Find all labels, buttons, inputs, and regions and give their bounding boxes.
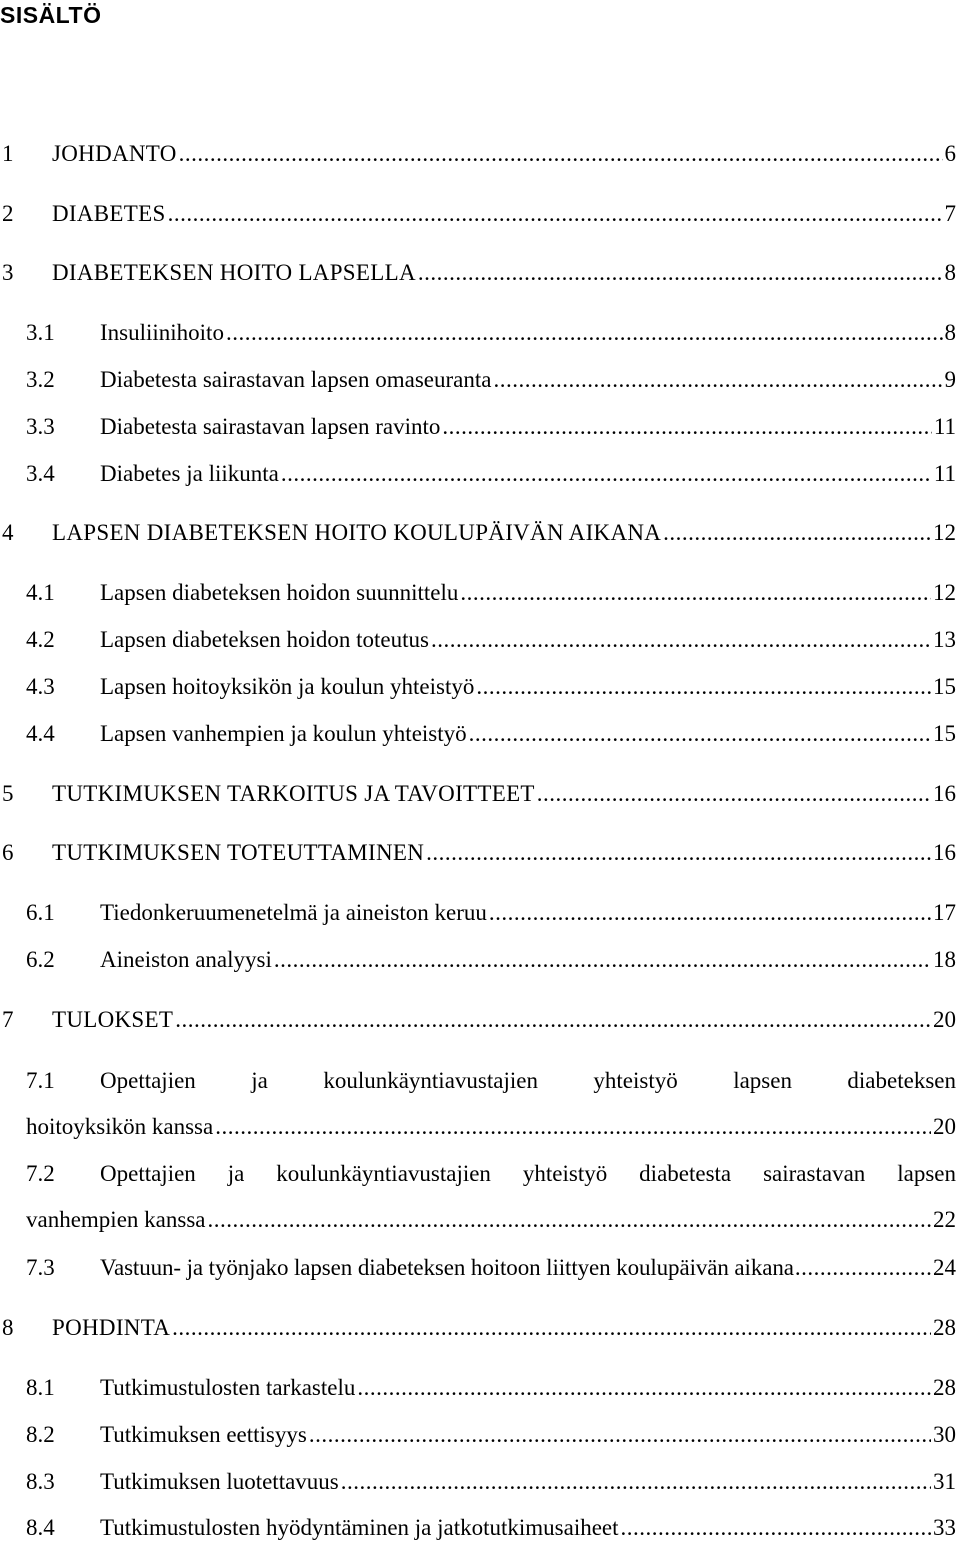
toc-page-number: 16 <box>933 840 956 865</box>
toc-title: DIABETES <box>52 201 166 226</box>
toc-title: POHDINTA <box>52 1315 171 1340</box>
dot-leader <box>418 258 943 288</box>
toc-page-number: 20 <box>933 1007 956 1032</box>
dot-leader <box>489 898 931 928</box>
page-title: SISÄLTÖ <box>0 2 102 28</box>
toc-entry-3-3[interactable] <box>0 412 956 442</box>
toc-number: 3.1 <box>26 320 55 345</box>
toc-title: Lapsen vanhempien ja koulun yhteistyö <box>100 721 467 746</box>
toc-entry-8-2[interactable] <box>0 1420 956 1450</box>
dot-leader <box>207 1205 931 1235</box>
toc-number: 8 <box>2 1315 14 1340</box>
toc-page-number: 31 <box>933 1469 956 1494</box>
dot-leader <box>226 318 943 348</box>
toc-entry-3[interactable] <box>0 258 956 288</box>
toc-page-number: 9 <box>944 367 956 392</box>
toc-title-line1: Opettajien ja koulunkäyntiavustajien yhteistyö lapsen diabeteksen <box>100 1068 956 1093</box>
toc-entry-4-2[interactable] <box>0 625 956 655</box>
toc-title: Lapsen diabeteksen hoidon suunnittelu <box>100 580 459 605</box>
dot-leader <box>795 1253 932 1283</box>
toc-page-number: 12 <box>933 520 956 545</box>
toc-number: 6.2 <box>26 947 55 972</box>
dot-leader <box>215 1112 931 1142</box>
dot-leader <box>309 1420 931 1450</box>
toc-entry-8-1[interactable] <box>0 1373 956 1403</box>
toc-number: 4 <box>2 520 14 545</box>
dot-leader <box>281 459 932 489</box>
dot-leader <box>537 779 931 809</box>
toc-page-number: 20 <box>933 1114 956 1139</box>
toc-entry-4-3[interactable] <box>0 672 956 702</box>
toc-entry-5[interactable] <box>0 779 956 809</box>
toc-page-number: 30 <box>933 1422 956 1447</box>
toc-entry-7[interactable] <box>0 1005 956 1035</box>
toc-page-number: 11 <box>933 461 956 486</box>
toc-page-number: 12 <box>933 580 956 605</box>
toc-page-number: 33 <box>933 1515 956 1540</box>
toc-title: TULOKSET <box>52 1007 174 1032</box>
toc-number: 8.1 <box>26 1375 55 1400</box>
toc-number: 3.2 <box>26 367 55 392</box>
dot-leader <box>493 365 942 395</box>
toc-entry-6[interactable] <box>0 838 956 868</box>
toc-page-number: 6 <box>944 141 956 166</box>
toc-title: TUTKIMUKSEN TOTEUTTAMINEN <box>52 840 425 865</box>
dot-leader <box>341 1467 931 1497</box>
toc-number: 8.3 <box>26 1469 55 1494</box>
toc-title: Tutkimuksen eettisyys <box>100 1422 307 1447</box>
toc-entry-8-3[interactable] <box>0 1467 956 1497</box>
toc-page-number: 13 <box>933 627 956 652</box>
toc-number: 3.4 <box>26 461 55 486</box>
toc-number: 7.1 <box>26 1068 55 1093</box>
toc-title: Diabetesta sairastavan lapsen omaseuranta <box>100 367 492 392</box>
toc-page-number: 24 <box>933 1255 956 1280</box>
toc-title: Tiedonkeruumenetelmä ja aineiston keruu <box>100 900 487 925</box>
toc-entry-7-3[interactable] <box>0 1253 956 1283</box>
toc-number: 8.4 <box>26 1515 55 1540</box>
toc-title: DIABETEKSEN HOITO LAPSELLA <box>52 260 416 285</box>
dot-leader <box>357 1373 931 1403</box>
toc-title: TUTKIMUKSEN TARKOITUS JA TAVOITTEET <box>52 781 535 806</box>
toc-number: 4.4 <box>26 721 55 746</box>
toc-page-number: 7 <box>944 201 956 226</box>
toc-entry-8-4[interactable] <box>0 1513 956 1543</box>
toc-entry-7-1[interactable] <box>0 1066 956 1142</box>
toc-entry-4[interactable] <box>0 518 956 548</box>
toc-entry-4-1[interactable] <box>0 578 956 608</box>
toc-entry-1[interactable] <box>0 139 956 169</box>
dot-leader <box>426 838 931 868</box>
dot-leader <box>175 1005 931 1035</box>
toc-page-number: 15 <box>933 721 956 746</box>
toc-entry-6-2[interactable] <box>0 945 956 975</box>
dot-leader <box>460 578 931 608</box>
toc-title: Diabetes ja liikunta <box>100 461 279 486</box>
dot-leader <box>442 412 931 442</box>
toc-title: Aineiston analyysi <box>100 947 272 972</box>
toc-title-line2: vanhempien kanssa <box>26 1207 206 1232</box>
toc-entry-8[interactable] <box>0 1313 956 1343</box>
toc-number: 3 <box>2 260 14 285</box>
dot-leader <box>172 1313 931 1343</box>
toc-number: 7.3 <box>26 1255 55 1280</box>
toc-number: 4.3 <box>26 674 55 699</box>
toc-page-number: 22 <box>933 1207 956 1232</box>
toc-page-number: 18 <box>933 947 956 972</box>
toc-title: Diabetesta sairastavan lapsen ravinto <box>100 414 441 439</box>
toc-number: 8.2 <box>26 1422 55 1447</box>
toc-title: Lapsen hoitoyksikön ja koulun yhteistyö <box>100 674 475 699</box>
toc-number: 7.2 <box>26 1161 55 1186</box>
toc-title: Insuliinihoito <box>100 320 224 345</box>
dot-leader <box>476 672 931 702</box>
toc-entry-3-1[interactable] <box>0 318 956 348</box>
toc-number: 2 <box>2 201 14 226</box>
toc-entry-3-2[interactable] <box>0 365 956 395</box>
dot-leader <box>621 1513 931 1543</box>
toc-page-number: 28 <box>933 1315 956 1340</box>
toc-number: 5 <box>2 781 14 806</box>
toc-entry-4-4[interactable] <box>0 719 956 749</box>
toc-title: JOHDANTO <box>52 141 177 166</box>
toc-number: 3.3 <box>26 414 55 439</box>
toc-page-number: 28 <box>933 1375 956 1400</box>
toc-page-number: 11 <box>933 414 956 439</box>
toc-title: Tutkimuksen luotettavuus <box>100 1469 339 1494</box>
toc-page-number: 8 <box>944 260 956 285</box>
toc-number: 7 <box>2 1007 14 1032</box>
dot-leader <box>469 719 931 749</box>
toc-entry-6-1[interactable] <box>0 898 956 928</box>
toc-page-number: 15 <box>933 674 956 699</box>
toc-title: Lapsen diabeteksen hoidon toteutus <box>100 627 429 652</box>
toc-entry-7-2[interactable] <box>0 1159 956 1235</box>
dot-leader <box>179 139 943 169</box>
toc-title-line1: Opettajien ja koulunkäyntiavustajien yhteistyö diabetesta sairastavan lapsen <box>100 1161 956 1186</box>
toc-number: 4.2 <box>26 627 55 652</box>
dot-leader <box>663 518 931 548</box>
toc-number: 1 <box>2 141 14 166</box>
dot-leader <box>431 625 931 655</box>
toc-title: Tutkimustulosten hyödyntäminen ja jatkotutkimusaiheet <box>100 1515 619 1540</box>
toc-title: Tutkimustulosten tarkastelu <box>100 1375 356 1400</box>
toc-title: Vastuun- ja työnjako lapsen diabeteksen hoitoon liittyen koulupäivän aikana <box>100 1255 794 1280</box>
toc-entry-2[interactable] <box>0 199 956 229</box>
toc-page-number: 16 <box>933 781 956 806</box>
toc-page-number: 8 <box>944 320 956 345</box>
toc-number: 6 <box>2 840 14 865</box>
toc-number: 6.1 <box>26 900 55 925</box>
toc-entry-3-4[interactable] <box>0 459 956 489</box>
toc-title-line2: hoitoyksikön kanssa <box>26 1114 214 1139</box>
toc-title: LAPSEN DIABETEKSEN HOITO KOULUPÄIVÄN AIKANA <box>52 520 662 545</box>
dot-leader <box>168 199 943 229</box>
toc-number: 4.1 <box>26 580 55 605</box>
toc-page-number: 17 <box>933 900 956 925</box>
dot-leader <box>274 945 931 975</box>
